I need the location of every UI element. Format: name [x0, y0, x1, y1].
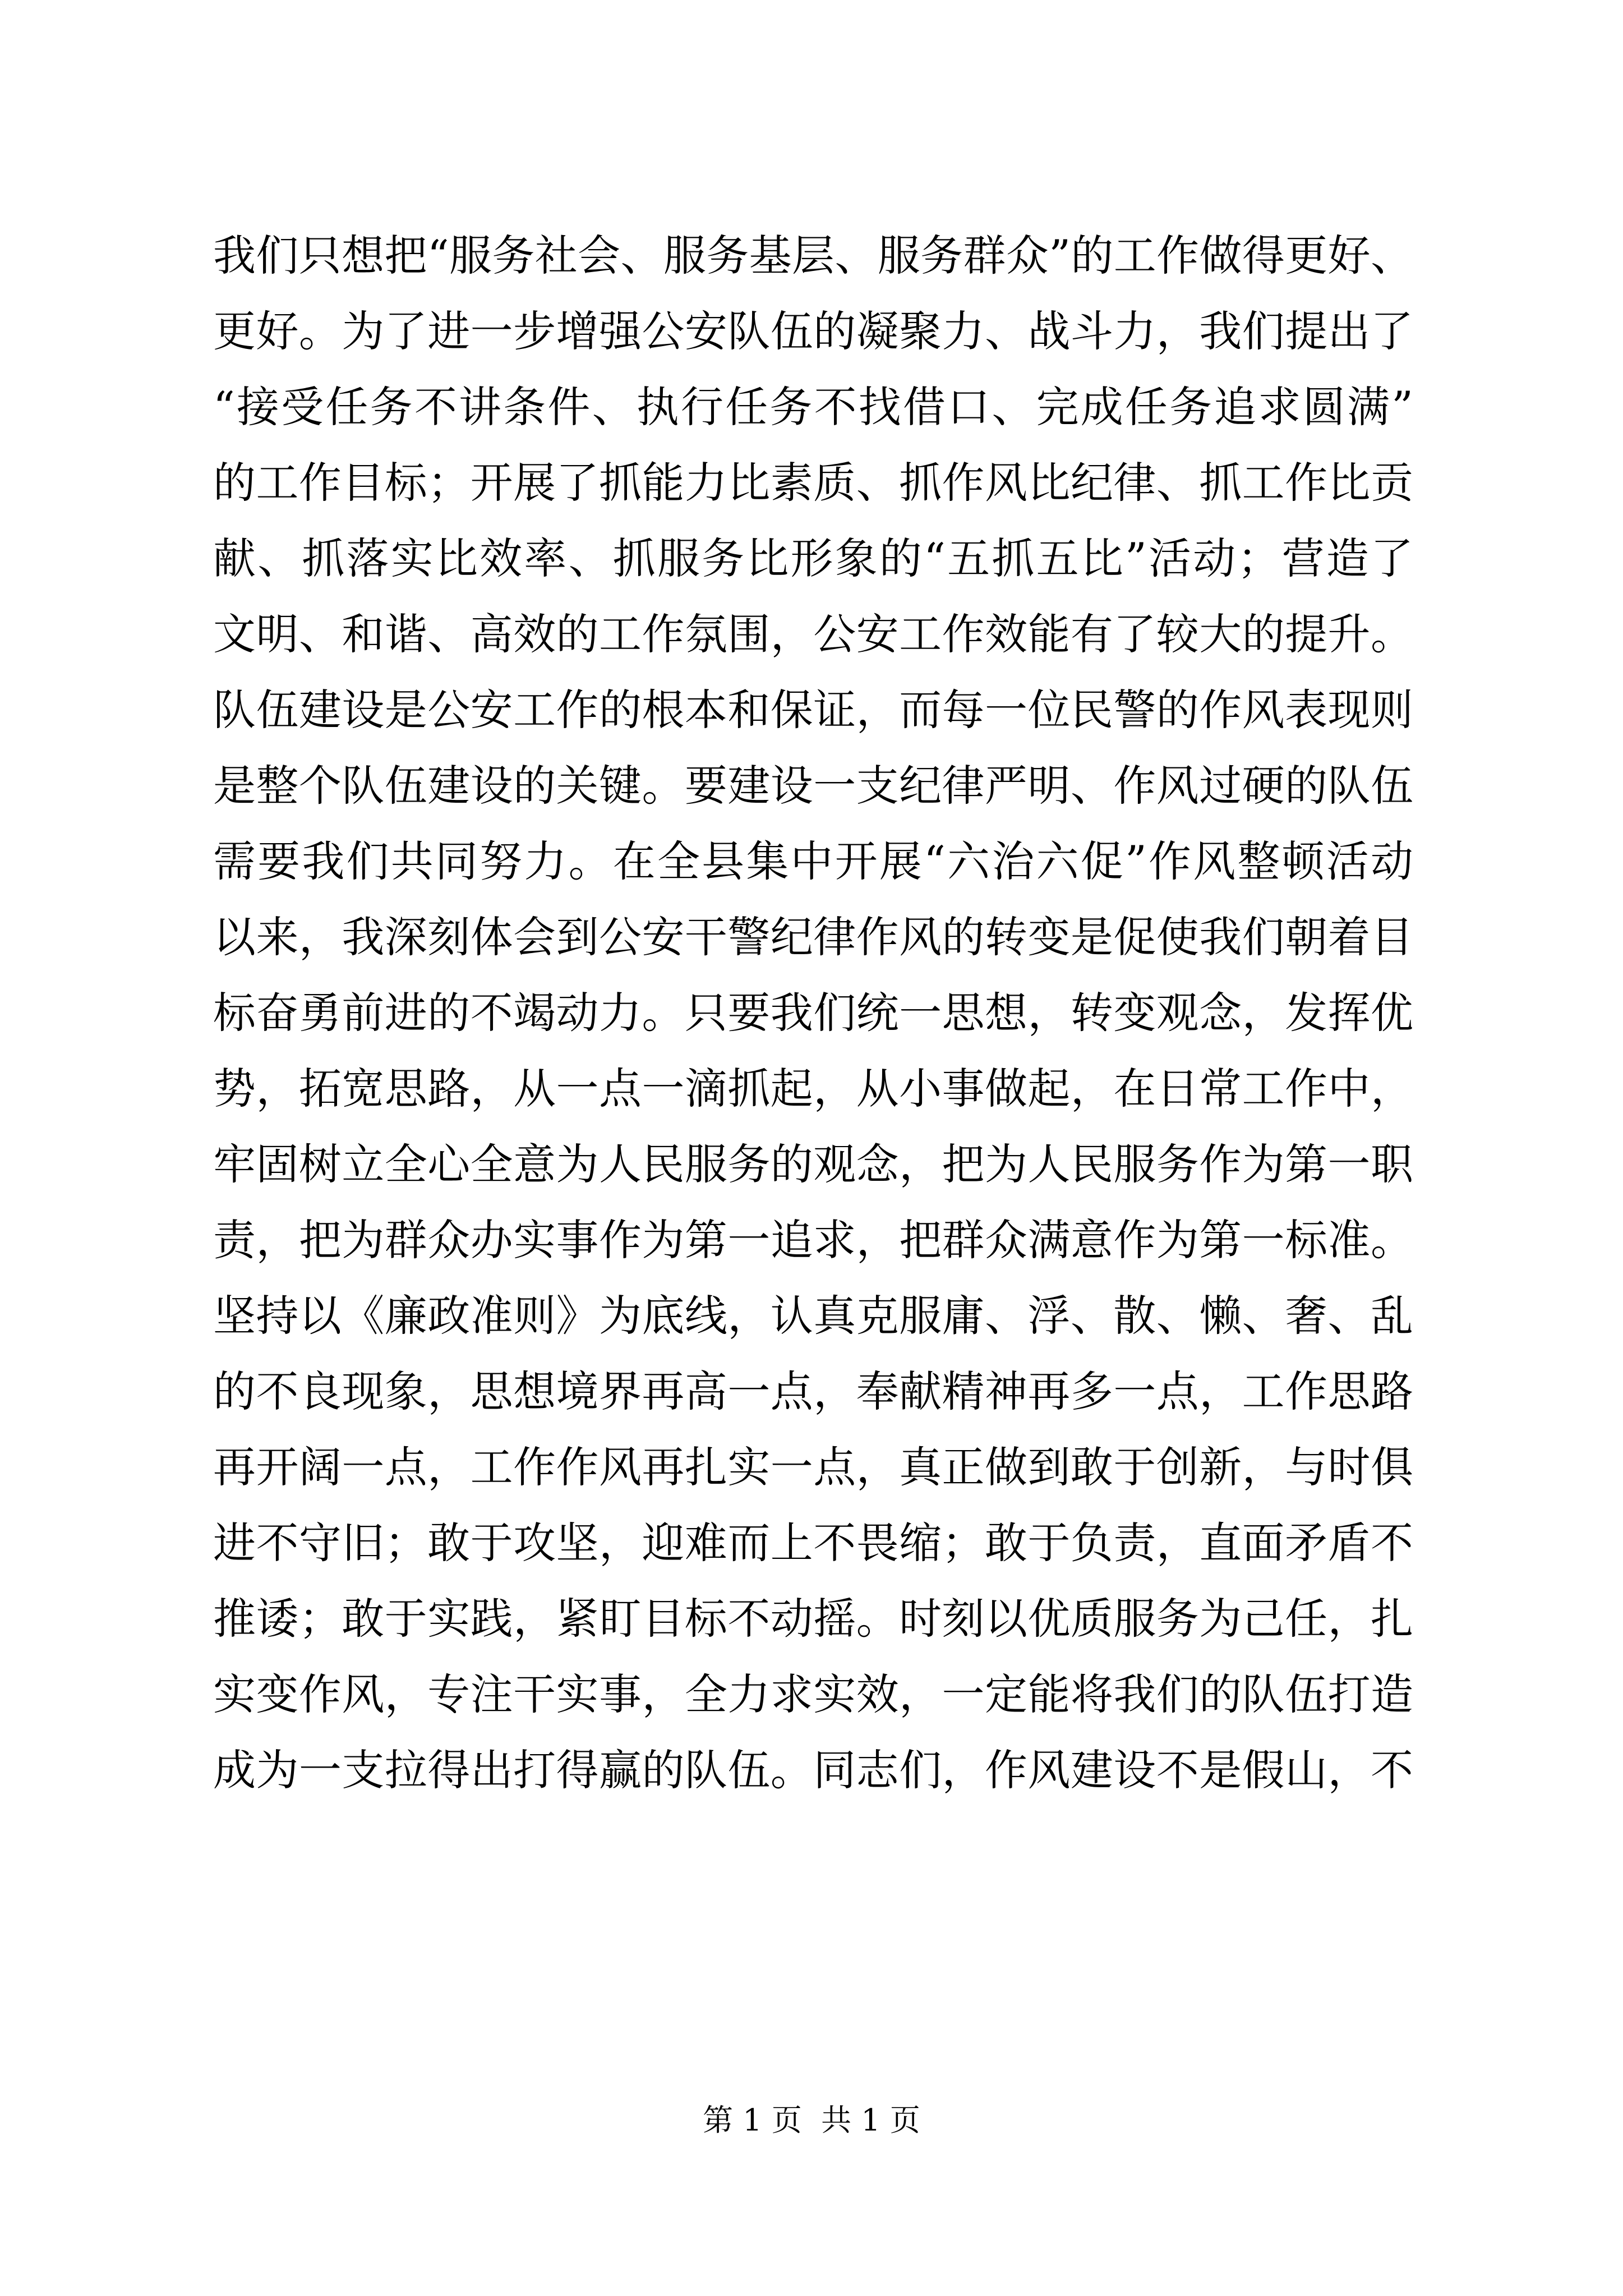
body-text [213, 218, 1413, 1808]
text-line: 再开阔一点，工作作风再扎实一点，真正做到敢于创新，与时俱 [213, 1442, 1413, 1492]
text-line: 实变作风，专注干实事，全力求实效，一定能将我们的队伍打造 [213, 1669, 1413, 1719]
text-line: 坚持以《廉政准则》为底线，认真克服庸、浮、散、懒、奢、乱 [213, 1291, 1413, 1341]
text-line: 的工作目标；开展了抓能力比素质、抓作风比纪律、抓工作比贡 [213, 458, 1413, 508]
text-line: 势，拓宽思路，从一点一滴抓起，从小事做起，在日常工作中， [213, 1064, 1413, 1114]
page-footer: 第 1 页 共 1 页 [703, 2102, 920, 2138]
text-line: 标奋勇前进的不竭动力。只要我们统一思想，转变观念，发挥优 [213, 988, 1413, 1038]
text-line: 文明、和谐、高效的工作氛围，公安工作效能有了较大的提升。 [213, 609, 1413, 659]
text-line: 责，把为群众办实事作为第一追求，把群众满意作为第一标准。 [213, 1215, 1413, 1265]
text-line: 进不守旧；敢于攻坚，迎难而上不畏缩；敢于负责，直面矛盾不 [213, 1518, 1413, 1568]
text-line: 成为一支拉得出打得赢的队伍。同志们，作风建设不是假山，不 [213, 1745, 1413, 1795]
text-line: 我们只想把“服务社会、服务基层、服务群众”的工作做得更好、 [213, 231, 1413, 280]
text-line: 队伍建设是公安工作的根本和保证，而每一位民警的作风表现则 [213, 685, 1413, 735]
text-line: 以来，我深刻体会到公安干警纪律作风的转变是促使我们朝着目 [213, 912, 1413, 962]
text-line: 的不良现象，思想境界再高一点，奉献精神再多一点，工作思路 [213, 1366, 1413, 1416]
text-line: 推诿；敢于实践，紧盯目标不动摇。时刻以优质服务为己任，扎 [213, 1594, 1413, 1644]
text-line: 更好。为了进一步增强公安队伍的凝聚力、战斗力，我们提出了 [213, 306, 1413, 356]
text-line: 牢固树立全心全意为人民服务的观念，把为人民服务作为第一职 [213, 1139, 1413, 1189]
text-line: 献、抓落实比效率、抓服务比形象的“五抓五比”活动；营造了 [213, 533, 1413, 583]
text-line: 需要我们共同努力。在全县集中开展“六治六促”作风整顿活动 [213, 836, 1413, 886]
text-line: 是整个队伍建设的关键。要建设一支纪律严明、作风过硬的队伍 [213, 761, 1413, 811]
text-line: “接受任务不讲条件、执行任务不找借口、完成任务追求圆满” [213, 382, 1413, 432]
